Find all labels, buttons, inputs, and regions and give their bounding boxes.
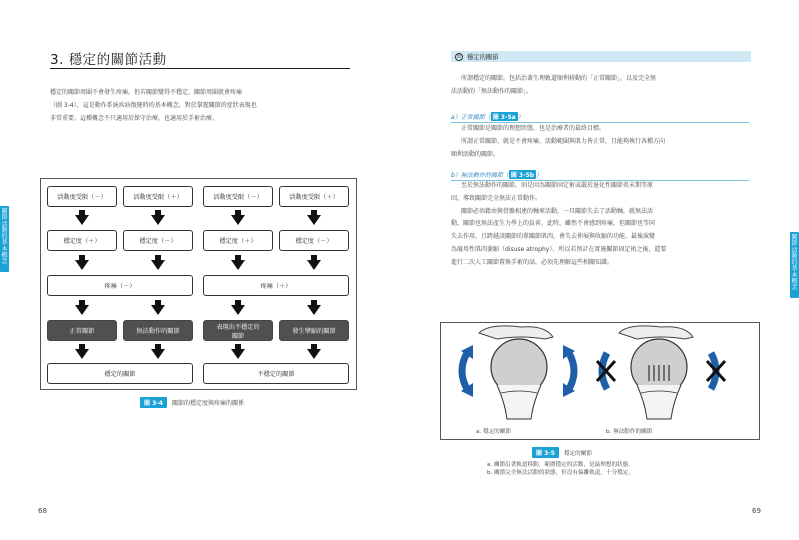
row3-box-1: 疼痛（－） — [47, 275, 193, 296]
down-arrow-icon — [307, 349, 321, 359]
down-arrow-icon — [231, 305, 245, 315]
section-number: ① — [456, 53, 462, 60]
down-arrow-icon — [307, 215, 321, 225]
row1-box-1: 活動度受限（－） — [47, 186, 117, 207]
sub-a-line-2: 所謂正常關節，就是不會疼痛、活動範圍與肌力皆正常，且能夠執行各種方向 — [461, 137, 666, 145]
row1-box-2: 活動度受限（＋） — [123, 186, 193, 207]
row4-box-2: 無法動作的關節 — [123, 320, 193, 341]
down-arrow-icon — [307, 305, 321, 315]
caption-line-a: a. 關節沿著軌道移動，範圍穩定的活動，是最理想的狀態。 — [487, 462, 634, 468]
down-arrow-icon — [231, 349, 245, 359]
down-arrow-icon — [75, 349, 89, 359]
sub-a-title: a）正常關節（ — [451, 114, 491, 121]
row4-box-3: 表現出不穩定的關節 — [203, 320, 273, 341]
label-stable-joint: a. 穩定的關節 — [476, 429, 511, 435]
left-para-line-2: （圖 3-4），這是動作系統疾病復健時的基本概念，對於掌握關節的症狀表現也 — [50, 102, 257, 109]
sub-b-title: b）無法動作的關節（ — [451, 172, 509, 179]
sub-b-body — [451, 180, 749, 270]
left-body-paragraph — [50, 86, 348, 125]
sub-b-line-3: 關節必須藉由與骨骼相連的軸來活動，一旦關節失去了活動軸，就無法活 — [461, 207, 654, 215]
sub-b-line-7: 進行二次人工關節置換手術的話，必須先理解這些相關知識。 — [451, 258, 614, 266]
stable-joint-drawing — [461, 326, 575, 419]
row2-box-1: 穩定度（＋） — [47, 230, 117, 251]
sub-b-line-6: 為廢用性肌肉萎縮（disuse atrophy）。所以若預計在實施關節固定術之後，還要 — [451, 245, 667, 253]
fig-ref-3-5b: 圖 3-5b — [510, 172, 535, 179]
figure-3-5-illustration — [440, 322, 760, 440]
down-arrow-icon — [75, 260, 89, 270]
label-immobile-joint: b. 無法動作的關節 — [606, 429, 653, 435]
sub-b-line-5: 失去作用，且跨越該關節的單關節肌肉，會失去伸展與收縮的功能，最後演變 — [451, 233, 656, 241]
intro-line-1: 所謂穩定的關節，包括治著生理軌道順利移動的「正常關節」，以及完全無 — [461, 75, 657, 82]
title-rule — [50, 68, 350, 69]
caption-title-row — [532, 447, 757, 458]
row4-box-4: 發生攣縮的關節 — [279, 320, 349, 341]
caption-title: 穩定的關節 — [563, 450, 592, 457]
right-side-tab: 關節活動的基本概念 — [790, 232, 799, 298]
row1-box-4: 活動度受限（＋） — [279, 186, 349, 207]
row5-box-2: 不穩定的關節 — [203, 363, 349, 384]
sub-a-line-3: 順利活動的關節。 — [451, 150, 500, 158]
intro-line-2: 法活動的「無法動作的關節」。 — [451, 87, 533, 95]
down-arrow-icon — [75, 305, 89, 315]
page-number-left: 68 — [38, 507, 47, 515]
immobile-joint-drawing — [597, 326, 725, 419]
joint-illustration — [441, 323, 759, 439]
down-arrow-icon — [307, 260, 321, 270]
down-arrow-icon — [151, 215, 165, 225]
caption-text: 關節的穩定度與疼痛的關係 — [171, 400, 244, 407]
row5-box-1: 穩定的關節 — [47, 363, 193, 384]
row1-box-3: 活動度受限（－） — [203, 186, 273, 207]
subsection-title: 穩定的關節 — [467, 54, 499, 61]
down-arrow-icon — [231, 215, 245, 225]
sub-a-heading — [451, 112, 749, 123]
caption-badge: 圖 3-4 — [140, 397, 167, 408]
sub-b-line-4: 動，關節也無法產生力學上的負荷。此時，雖然不會感到疼痛，但關節也等同 — [451, 220, 656, 228]
row2-box-3: 穩定度（＋） — [203, 230, 273, 251]
row2-box-4: 穩定度（－） — [279, 230, 349, 251]
figure-3-5-caption — [487, 447, 757, 477]
sub-a-body — [451, 123, 749, 161]
down-arrow-icon — [75, 215, 89, 225]
sub-a-close: ） — [517, 114, 524, 121]
section-title: 3. 穩定的關節活動 — [50, 52, 167, 68]
fig-ref-3-5a: 圖 3-5a — [492, 114, 516, 121]
left-para-line-1: 穩定的關節周圍不會發生疼痛，但若關節變得不穩定，關節周圍就會疼痛 — [50, 89, 243, 96]
caption-line-b: b. 關節完全無法活動的狀態，但沒有偏離軌道，十分穩定。 — [487, 470, 634, 476]
subsection-header — [451, 51, 751, 62]
down-arrow-icon — [151, 305, 165, 315]
down-arrow-icon — [151, 349, 165, 359]
down-arrow-icon — [151, 260, 165, 270]
figure-3-4-diagram — [40, 178, 357, 390]
row3-box-2: 疼痛（＋） — [203, 275, 349, 296]
sub-b-line-1: 至於無法動作的關節，則是因為關節固定術或嚴於退化性關節炎末期等原 — [461, 182, 654, 189]
page-number-right: 69 — [752, 507, 761, 515]
down-arrow-icon — [231, 260, 245, 270]
intro-paragraph — [451, 73, 749, 99]
caption-badge: 圖 3-5 — [532, 447, 559, 458]
left-side-tab: 關節活動的基本概念 — [0, 206, 9, 272]
sub-a-line-1: 正常關節是關節的理想狀態，也是治療者的最終目標。 — [461, 125, 606, 132]
sub-b-line-2: 因，導致關節完全無法正常動作。 — [451, 194, 542, 202]
sub-b-close: ） — [536, 172, 543, 179]
row2-box-2: 穩定度（－） — [123, 230, 193, 251]
row4-box-1: 正常關節 — [47, 320, 117, 341]
figure-3-4-caption — [140, 397, 244, 408]
left-para-line-3: 非常重要。這種概念不只適用於保守治療，也適用於手術治療。 — [50, 115, 219, 122]
